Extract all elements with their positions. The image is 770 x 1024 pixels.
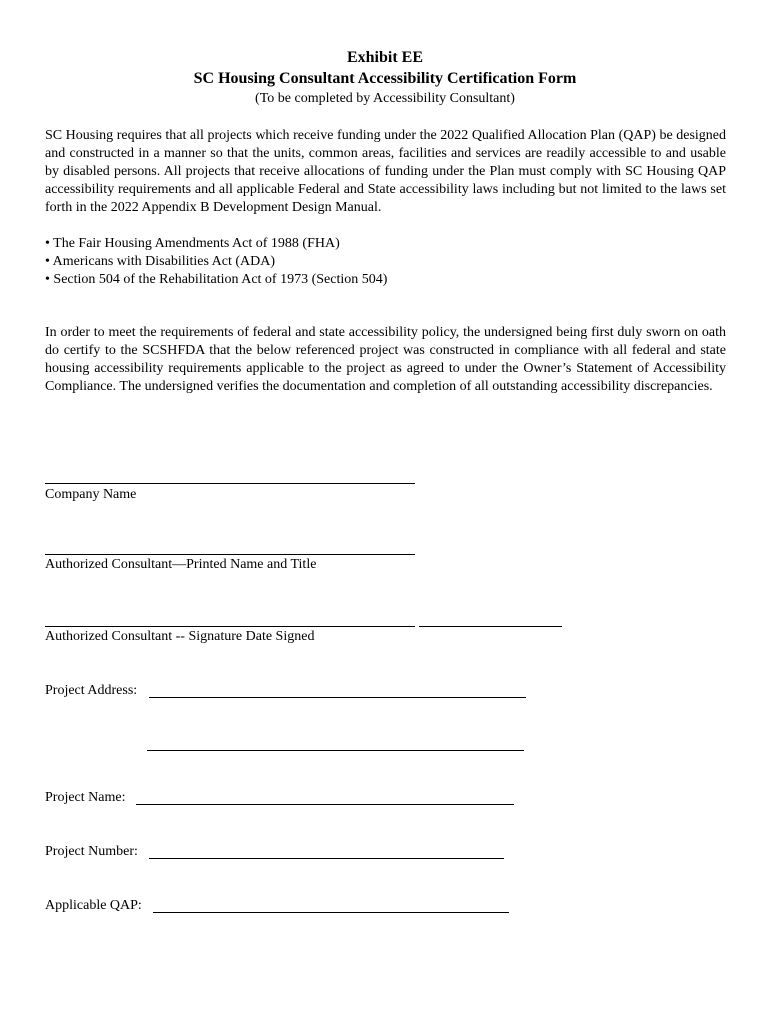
applicable-qap-line[interactable]	[153, 912, 509, 913]
form-subtitle: (To be completed by Accessibility Consultant)	[255, 91, 515, 106]
project-address-line-1[interactable]	[149, 697, 526, 698]
law-item-ada: • Americans with Disabilities Act (ADA)	[45, 254, 276, 269]
intro-paragraph: SC Housing requires that all projects which receive funding under the 2022 Qualified Allocation Plan (QAP) be designed and constructed in a manner so that the units, common areas, facilities and services are readily accessible to and usable by disabled persons. All projects that receive allocations of funding under the Plan must comply with SC Housing QAP accessibility requirements and all applicable Federal and State accessibility laws including but not limited to the laws set forth in the 2022 Appendix B Development Design Manual.	[45, 128, 726, 215]
project-name-line[interactable]	[136, 804, 514, 805]
certification-paragraph: In order to meet the requirements of federal and state accessibility policy, the undersigned being first duly sworn on oath do certify to the SCSHFDA that the below referenced project was constructed in compliance with all federal and state housing accessibility requirements applicable to the project as agreed to under the Owner’s Statement of Accessibility Compliance. The undersigned verifies the documentation and completion of all outstanding accessibility discrepancies.	[45, 325, 726, 394]
consultant-name-title-label: Authorized Consultant—Printed Name and Title	[45, 557, 317, 572]
project-number-line[interactable]	[149, 858, 504, 859]
date-signed-line[interactable]	[419, 626, 562, 627]
consultant-signature-date-label: Authorized Consultant -- Signature Date Signed	[45, 629, 315, 644]
project-name-label: Project Name:	[45, 790, 126, 805]
exhibit-heading: Exhibit EE	[346, 49, 424, 66]
law-item-section-504: • Section 504 of the Rehabilitation Act of 1973 (Section 504)	[45, 272, 388, 287]
company-name-line[interactable]	[45, 483, 415, 484]
applicable-qap-label: Applicable QAP:	[45, 898, 142, 913]
consultant-name-title-line[interactable]	[45, 554, 415, 555]
law-item-fha: • The Fair Housing Amendments Act of 1988 (FHA)	[45, 236, 340, 251]
project-address-line-2[interactable]	[147, 750, 524, 751]
consultant-signature-line[interactable]	[45, 626, 415, 627]
form-title: SC Housing Consultant Accessibility Certification Form	[193, 70, 577, 87]
project-address-label: Project Address:	[45, 683, 138, 698]
company-name-label: Company Name	[45, 487, 137, 502]
project-number-label: Project Number:	[45, 844, 138, 859]
